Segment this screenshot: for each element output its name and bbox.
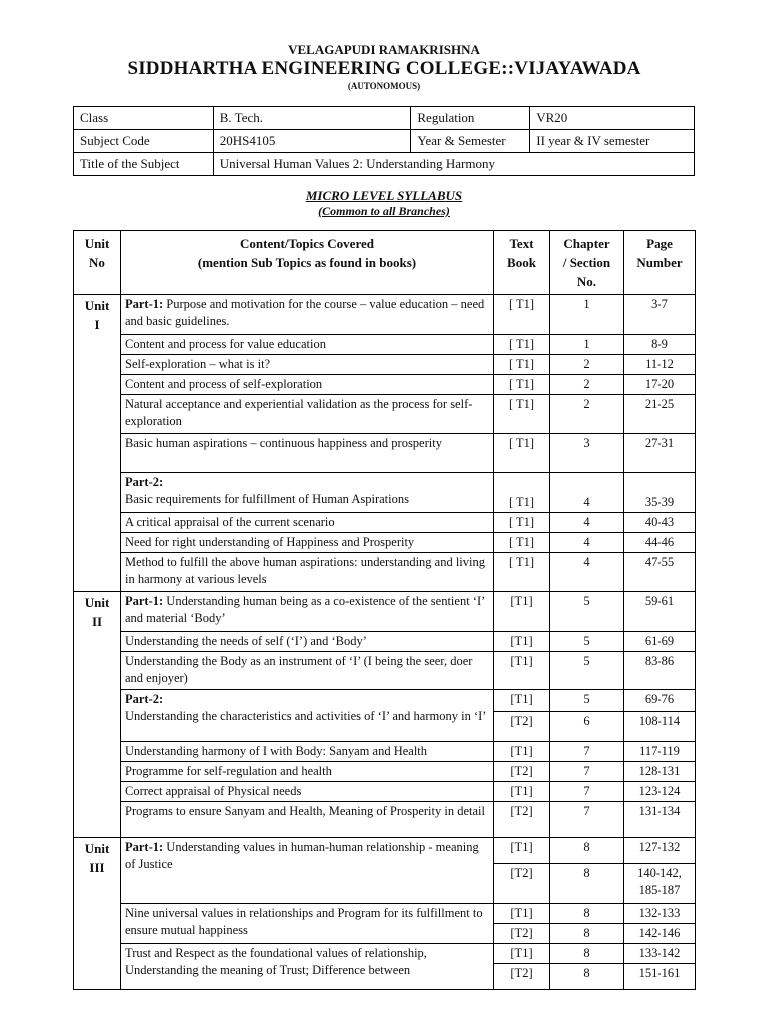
table-row [74,295,696,335]
table-row [74,375,696,395]
table-row [74,592,696,632]
table-row [74,553,696,592]
chapter-cell: 2 [550,355,624,375]
topic-text: Understanding the Body as an instrument of ‘I’ (I being the seer, doer and enjoyer) [125,654,473,685]
page-cell: 44-46 [624,533,696,553]
topic-text: Self-exploration – what is it? [125,357,271,371]
regulation-label: Regulation [411,107,530,130]
chapter-cell: 8 [550,864,624,904]
table-row [74,335,696,355]
unit-cell: Unit III [74,838,121,990]
table-row [74,742,696,762]
table-row [74,473,696,513]
book-cell: [T2] [494,924,550,944]
book-cell: [T2] [494,712,550,742]
topic-text: Need for right understanding of Happiness and Prosperity [125,535,415,549]
topic-text: Programme for self-regulation and health [125,764,332,778]
topic-cell [121,553,494,592]
autonomous-label: (AUTONOMOUS) [347,81,421,91]
topic-cell [121,533,494,553]
page-cell: 131-134 [624,802,696,838]
col-header-content: Content/Topics Covered (mention Sub Topics as found in books) [121,231,494,295]
topic-cell [121,473,494,513]
subject-code-label: Subject Code [74,130,214,153]
chapter-cell: 4 [550,553,624,592]
col-header-text-book: Text Book [494,231,550,295]
topic-cell [121,513,494,533]
chapter-cell: 5 [550,592,624,632]
topic-text: Basic requirements for fulfillment of Human Aspirations [125,492,409,506]
table-row [74,690,696,712]
unit-cell: Unit I [74,295,121,592]
topic-text: Nine universal values in relationships and Program for its fulfillment to ensure mutual happiness [125,906,483,937]
page-cell: 3-7 [624,295,696,335]
book-cell: [T2] [494,964,550,990]
page-cell: 40-43 [624,513,696,533]
book-cell: [T1] [494,904,550,924]
topic-cell [121,802,494,838]
chapter-cell: 5 [550,632,624,652]
topic-cell [121,592,494,632]
col-header-page: Page Number [624,231,696,295]
table-row [74,838,696,864]
chapter-cell: 5 [550,652,624,690]
table-row [74,355,696,375]
table-row [74,904,696,924]
table-row [74,802,696,838]
book-cell: [T1] [494,690,550,712]
book-cell: [T1] [494,742,550,762]
col-header-unit: Unit No [74,231,121,295]
book-cell: [ T1] [494,395,550,434]
syllabus-body [74,295,696,990]
topic-text: Understanding the characteristics and activities of ‘I’ and harmony in ‘I’ [125,709,487,723]
book-cell: [ T1] [494,335,550,355]
page-cell: 151-161 [624,964,696,990]
chapter-cell: 8 [550,838,624,864]
topic-text: Basic human aspirations – continuous happiness and prosperity [125,436,442,450]
col-header-chapter: Chapter / Section No. [550,231,624,295]
chapter-cell: 7 [550,782,624,802]
topic-cell [121,434,494,473]
topic-text: Natural acceptance and experiential validation as the process for self-exploration [125,397,473,428]
regulation-value: VR20 [530,107,695,130]
topic-cell [121,295,494,335]
info-row-title [74,153,695,176]
chapter-cell: 4 [550,533,624,553]
page-cell: 27-31 [624,434,696,473]
page-cell: 127-132 [624,838,696,864]
page-cell: 142-146 [624,924,696,944]
chapter-cell: 4 [550,513,624,533]
table-row [74,652,696,690]
chapter-cell: 1 [550,335,624,355]
page-cell: 35-39 [624,473,696,513]
table-row [74,513,696,533]
book-cell: [T2] [494,864,550,904]
chapter-cell: 8 [550,944,624,964]
page-cell: 17-20 [624,375,696,395]
part-label: Part-2: [125,692,164,706]
book-cell: [T1] [494,782,550,802]
topic-cell [121,632,494,652]
subject-title-value: Universal Human Values 2: Understanding Harmony [213,153,694,176]
part-label: Part-1: [125,297,164,311]
page-cell: 140-142, 185-187 [624,864,696,904]
class-label: Class [74,107,214,130]
syllabus-subheading: (Common to all Branches) [318,204,450,218]
topic-text: Programs to ensure Sanyam and Health, Meaning of Prosperity in detail [125,804,485,818]
class-value: B. Tech. [213,107,411,130]
page-cell: 59-61 [624,592,696,632]
page-cell: 61-69 [624,632,696,652]
page-cell: 128-131 [624,762,696,782]
topic-cell [121,762,494,782]
syllabus-table [73,230,696,990]
book-cell: [ T1] [494,375,550,395]
chapter-cell: 7 [550,742,624,762]
topic-text: Understanding values in human-human relationship - meaning of Justice [125,840,479,871]
topic-text: Correct appraisal of Physical needs [125,784,302,798]
topic-text: Understanding human being as a co-existence of the sentient ‘I’ and material ‘Body’ [125,594,485,625]
page-cell: 117-119 [624,742,696,762]
table-row [74,434,696,473]
page-cell: 47-55 [624,553,696,592]
subject-title-label: Title of the Subject [74,153,214,176]
table-row [74,762,696,782]
topic-cell [121,375,494,395]
topic-cell [121,838,494,904]
page-cell: 123-124 [624,782,696,802]
chapter-cell: 8 [550,964,624,990]
page-cell: 21-25 [624,395,696,434]
table-row [74,782,696,802]
topic-text: Content and process of self-exploration [125,377,323,391]
page-cell: 8-9 [624,335,696,355]
subject-code-value: 20HS4105 [213,130,411,153]
topic-text: A critical appraisal of the current scenario [125,515,335,529]
syllabus-heading: MICRO LEVEL SYLLABUS [305,188,463,203]
table-row [74,632,696,652]
page-cell: 83-86 [624,652,696,690]
page-cell: 133-142 [624,944,696,964]
part-label: Part-1: [125,840,164,854]
college-name-line1: VELAGAPUDI RAMAKRISHNA [288,42,480,57]
topic-text: Understanding harmony of I with Body: Sanyam and Health [125,744,428,758]
book-cell: [ T1] [494,533,550,553]
book-cell: [ T1] [494,473,550,513]
book-cell: [ T1] [494,295,550,335]
topic-text: Purpose and motivation for the course – value education – need and basic guidelines. [125,297,485,328]
table-row [74,944,696,964]
college-name-line2: SIDDHARTHA ENGINEERING COLLEGE::VIJAYAWADA [127,58,641,79]
topic-cell [121,395,494,434]
book-cell: [ T1] [494,553,550,592]
chapter-cell: 4 [550,473,624,513]
chapter-cell: 8 [550,924,624,944]
book-cell: [T1] [494,652,550,690]
page-cell: 132-133 [624,904,696,924]
topic-cell [121,742,494,762]
part-label: Part-1: [125,594,164,608]
part-label: Part-2: [125,475,164,489]
chapter-cell: 1 [550,295,624,335]
page-cell: 108-114 [624,712,696,742]
book-cell: [T1] [494,944,550,964]
topic-cell [121,355,494,375]
book-cell: [T1] [494,592,550,632]
table-row [74,395,696,434]
topic-cell [121,652,494,690]
page-cell: 11-12 [624,355,696,375]
topic-text: Method to fulfill the above human aspirations: understanding and living in harmony at various levels [125,555,486,586]
book-cell: [T2] [494,802,550,838]
info-row-subject-code [74,130,695,153]
page-cell: 69-76 [624,690,696,712]
year-semester-label: Year & Semester [411,130,530,153]
chapter-cell: 6 [550,712,624,742]
topic-cell [121,335,494,355]
book-cell: [T1] [494,838,550,864]
topic-text: Understanding the needs of self (‘I’) and ‘Body’ [125,634,367,648]
course-info-table [73,106,695,176]
info-row-class [74,107,695,130]
chapter-cell: 2 [550,395,624,434]
year-semester-value: II year & IV semester [530,130,695,153]
unit-cell: Unit II [74,592,121,838]
chapter-cell: 5 [550,690,624,712]
chapter-cell: 7 [550,762,624,782]
syllabus-header-row [74,231,696,295]
topic-cell [121,782,494,802]
topic-text: Content and process for value education [125,337,326,351]
chapter-cell: 3 [550,434,624,473]
book-cell: [T1] [494,632,550,652]
chapter-cell: 2 [550,375,624,395]
book-cell: [ T1] [494,355,550,375]
topic-cell [121,944,494,990]
chapter-cell: 8 [550,904,624,924]
table-row [74,533,696,553]
chapter-cell: 7 [550,802,624,838]
book-cell: [ T1] [494,513,550,533]
topic-text: Trust and Respect as the foundational values of relationship, Understanding the meaning of Trust; Difference between [125,946,427,977]
book-cell: [ T1] [494,434,550,473]
topic-cell [121,904,494,944]
topic-cell [121,690,494,742]
book-cell: [T2] [494,762,550,782]
